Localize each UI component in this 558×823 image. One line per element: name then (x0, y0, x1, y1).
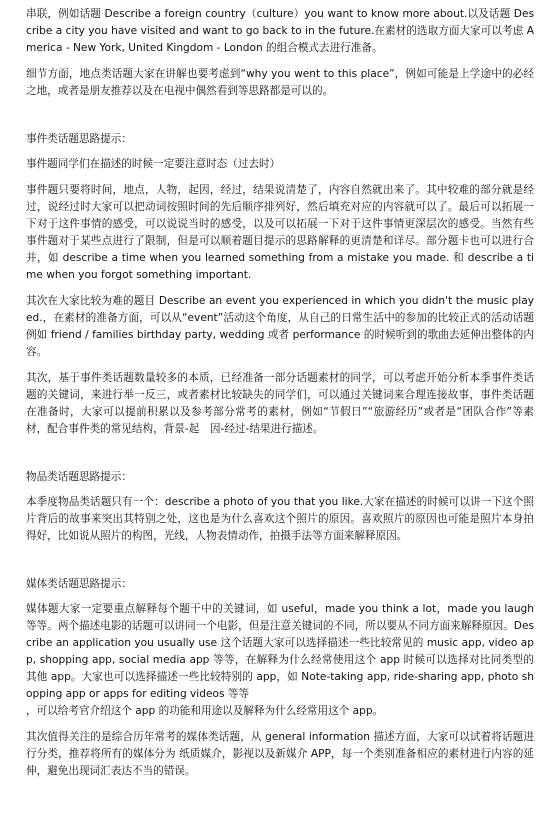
media-paragraph-2: 其次值得关注的是综合历年常考的媒体类话题，从 general information 描述方面，大家可以试着将话题进行分类，推荐将所有的媒体分为 纸质媒介，影视以及新媒介 APP，每一个类别准备相应的素材进行内容的延伸，避免出现词汇表达不当的错误。 (26, 731, 534, 777)
event-paragraph-3: 其次在大家比较为难的题目 Describe an event you experienced in which you didn't the music played.，在素材的准备方面，可以从“event”活动这个角度，从自己的日常生活中的参加的比较正式的活动话题例如 friend / families birthday party, wedding 或者 performance 的时候听到的歌曲去延伸出整体的内容。 (26, 295, 534, 358)
event-paragraph-1: 事件题同学们在描述的时候一定要注意时态（过去时） (26, 158, 281, 170)
media-section-heading: 媒体类话题思路提示： (26, 578, 132, 590)
object-section-heading: 物品类话题思路提示： (26, 471, 132, 483)
section-spacer (26, 447, 534, 469)
event-section-heading: 事件类话题思路提示： (26, 133, 132, 145)
section-spacer (26, 554, 534, 576)
object-paragraph-1: 本季度物品类话题只有一个：describe a photo of you that you like.大家在描述的时候可以讲一下这个照片背后的故事来突出其特别之处，这也是为什么喜欢这个照片的原因。喜欢照片的原因也可能是照片本身拍得好，比如说从照片的构图，光线，人物表情动作，拍摄手法等方面来解释原因。 (26, 496, 534, 542)
media-paragraph-1-tail: ，可以给考官介绍这个 app 的功能和用途以及解释为什么经常用这个 app。 (26, 705, 384, 717)
section-spacer (26, 109, 534, 131)
document-page (26, 6, 534, 789)
event-paragraph-2: 事件题只要将时间，地点，人物，起因，经过，结果说清楚了，内容自然就出来了。其中较难的部分就是经过，说经过时大家可以把动词按照时间的先后顺序排列好，然后填充对应的内容就可以了。最后可以拓展一下对于这件事情的感受，可以说说当时的感受，以及可以拓展一下对于这件事情更深层次的感受。当然有些事件题对于某些点进行了限制，但是可以顺着题目提示的思路解释的更清楚和详尽。部分题卡也可以进行合并，如 describe a time when you learned something from a mistake you made. 和 describe a time when you forgot something important. (26, 184, 534, 281)
event-paragraph-4: 其次，基于事件类话题数量较多的本质，已经准备一部分话题素材的同学，可以考虑开始分析本季事件类话题的关键词，来进行举一反三，或者素材比较缺失的同学们，可以通过关键词来合理连接故事，事件类话题在准备时，大家可以提前积累以及参考部分常考的素材，例如“节假日”“旅游经历”或者是“团队合作”等素材，配合事件类的常见结构，背景-起 因-经过-结果进行描述。 (26, 372, 534, 435)
media-paragraph-1: 媒体题大家一定要重点解释每个题干中的关键词，如 useful，made you think a lot，made you laugh 等等。两个描述电影的话题可以讲同一个电影，但是注意关键词的不同，所以要从不同方面来解释原因。Describe an application you usually use 这个话题大家可以选择描述一些比较常见的 music app, video app, shopping app, social media app 等等，在解释为什么经常使用这个 app 时候可以选择对比同类型的其他 app。大家也可以选择描述一些比较特别的 app，如 Note-taking app, ride-sharing app, photo shopping app or apps for editing videos 等等 (26, 603, 534, 700)
intro-paragraph-1: 串联，例如话题 Describe a foreign country（culture）you want to know more about.以及话题 Describe a city you have visited and want to go back to in the future.在素材的选取方面大家可以考虑 America - New York, United Kingdom - London 的组合模式去进行准备。 (26, 8, 534, 54)
intro-paragraph-2: 细节方面，地点类话题大家在讲解也要考虑到“why you went to this place”，例如可能是上学途中的必经之地，或者是朋友推荐以及在电视中偶然看到等思路都是可以的。 (26, 68, 534, 97)
